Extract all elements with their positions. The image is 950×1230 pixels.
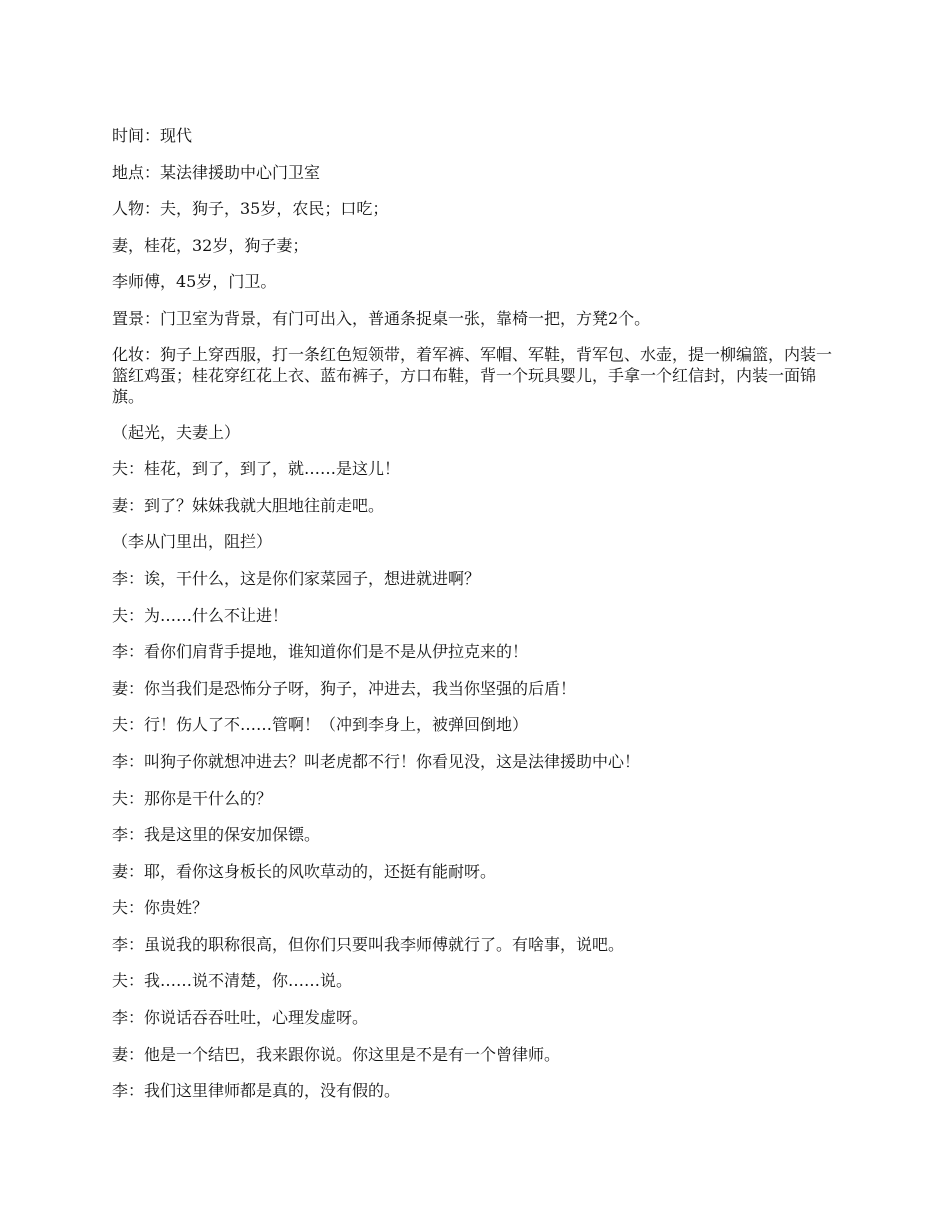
dialogue-line: 妻：到了？妹妹我就大胆地往前走吧。 xyxy=(112,495,385,515)
dialogue-line: 李：我是这里的保安加保镖。 xyxy=(112,825,321,845)
dialogue-line: 夫：我……说不清楚，你……说。 xyxy=(112,971,353,991)
line-location: 地点：某法律援助中心门卫室 xyxy=(112,162,321,182)
line-character-li: 李师傅，45岁，门卫。 xyxy=(112,272,277,292)
dialogue-line: 夫：那你是干什么的？ xyxy=(112,788,273,808)
dialogue-line: 夫：行！伤人了不……管啊！（冲到李身上，被弹回倒地） xyxy=(112,715,529,735)
script-text xyxy=(112,124,840,1116)
dialogue-line: 李：诶，干什么，这是你们家菜园子，想进就进啊？ xyxy=(112,568,481,588)
stage-direction: （李从门里出，阻拦） xyxy=(112,532,273,552)
stage-direction: （起光，夫妻上） xyxy=(112,422,241,442)
dialogue-line: 夫：你贵姓？ xyxy=(112,898,209,918)
line-set: 置景：门卫室为背景，有门可出入，普通条捉桌一张，靠椅一把，方凳2个。 xyxy=(112,308,651,328)
dialogue-line: 妻：耶，看你这身板长的风吹草动的，还挺有能耐呀。 xyxy=(112,861,497,881)
dialogue-line: 夫：为……什么不让进！ xyxy=(112,605,289,625)
dialogue-line: 李：你说话吞吞吐吐，心理发虚呀。 xyxy=(112,1008,369,1028)
dialogue-line: 夫：桂花，到了，到了，就……是这儿！ xyxy=(112,459,401,479)
dialogue-line: 妻：你当我们是恐怖分子呀，狗子，冲进去，我当你坚强的后盾！ xyxy=(112,678,577,698)
line-time: 时间：现代 xyxy=(112,126,193,145)
dialogue-line: 李：看你们肩背手提地，谁知道你们是不是从伊拉克来的！ xyxy=(112,642,529,662)
line-characters: 人物：夫，狗子，35岁，农民；口吃； xyxy=(112,199,389,219)
line-character-wife: 妻，桂花，32岁，狗子妻； xyxy=(112,235,309,255)
dialogue-line: 李：虽说我的职称很高，但你们只要叫我李师傅就行了。有啥事，说吧。 xyxy=(112,934,625,954)
dialogue-line: 妻：他是一个结巴，我来跟你说。你这里是不是有一个曾律师。 xyxy=(112,1044,561,1064)
dialogue-line: 李：叫狗子你就想冲进去？叫老虎都不行！你看见没，这是法律援助中心！ xyxy=(112,751,641,771)
line-makeup: 化妆：狗子上穿西服，打一条红色短领带，着军裤、军帽、军鞋，背军包、水壶，提一柳编篮，内装一篮红鸡蛋；桂花穿红花上衣、蓝布裤子，方口布鞋，背一个玩具婴儿，手拿一个红信封，内装一面锦旗。 xyxy=(112,344,833,406)
dialogue-line: 李：我们这里律师都是真的，没有假的。 xyxy=(112,1081,401,1101)
